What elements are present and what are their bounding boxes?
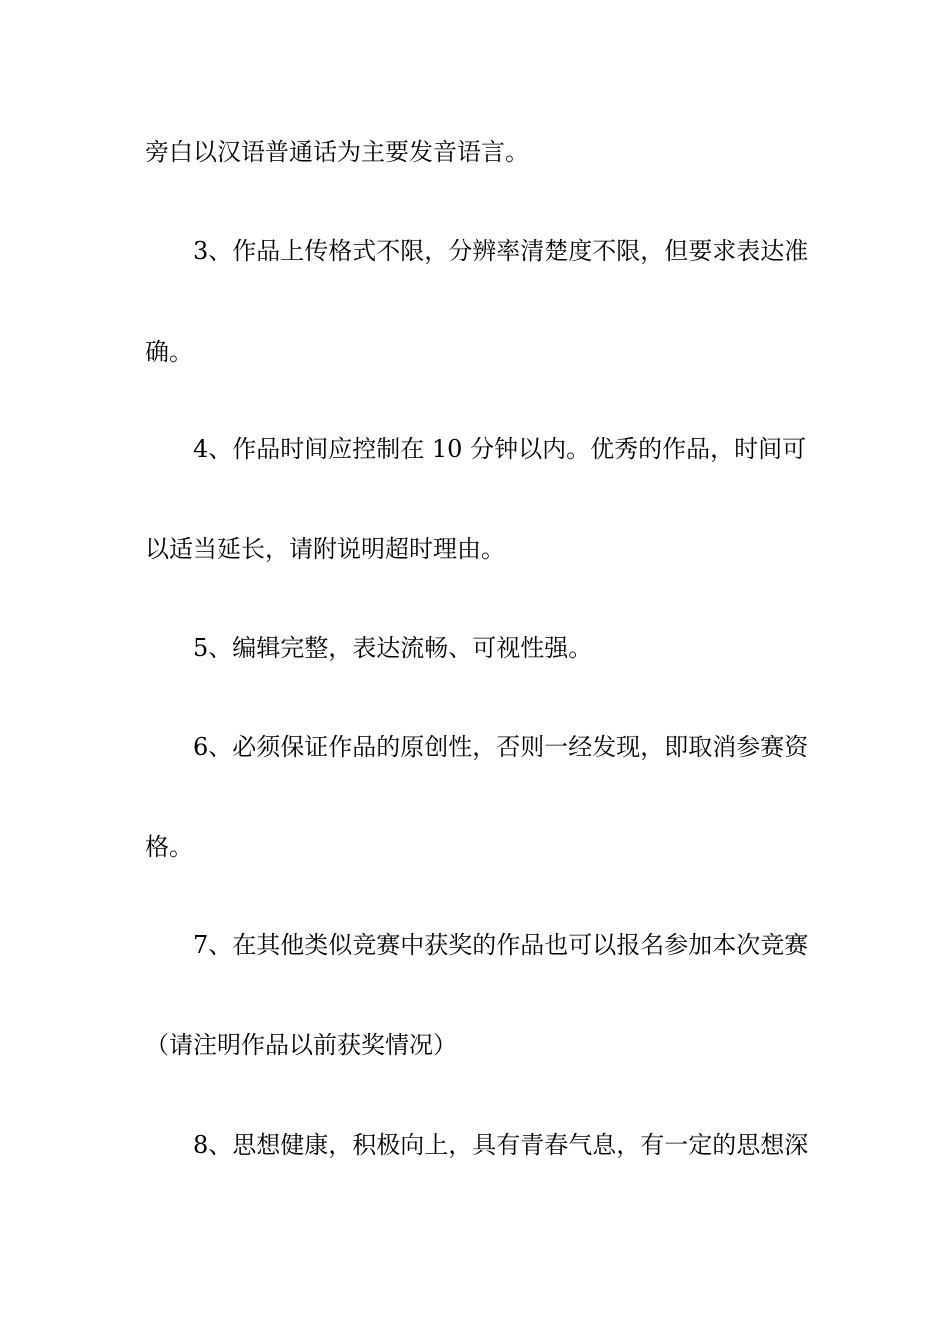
paragraph-line: 7、在其他类似竞赛中获奖的作品也可以报名参加本次竞赛 xyxy=(193,931,809,959)
paragraph-line: 4、作品时间应控制在 10 分钟以内。优秀的作品，时间可 xyxy=(193,435,807,463)
paragraph-line: （请注明作品以前获奖情况） xyxy=(145,1031,457,1059)
paragraph-line: 5、编辑完整，表达流畅、可视性强。 xyxy=(193,634,593,662)
paragraph-line: 旁白以汉语普通话为主要发音语言。 xyxy=(145,138,529,166)
paragraph-line: 确。 xyxy=(145,338,193,366)
paragraph-line: 6、必须保证作品的原创性，否则一经发现，即取消参赛资 xyxy=(193,733,809,761)
paragraph-line: 格。 xyxy=(145,833,193,861)
paragraph-line: 8、思想健康，积极向上，具有青春气息，有一定的思想深 xyxy=(193,1131,809,1159)
paragraph-line: 3、作品上传格式不限，分辨率清楚度不限，但要求表达准 xyxy=(193,237,809,265)
paragraph-line: 以适当延长，请附说明超时理由。 xyxy=(145,535,505,563)
